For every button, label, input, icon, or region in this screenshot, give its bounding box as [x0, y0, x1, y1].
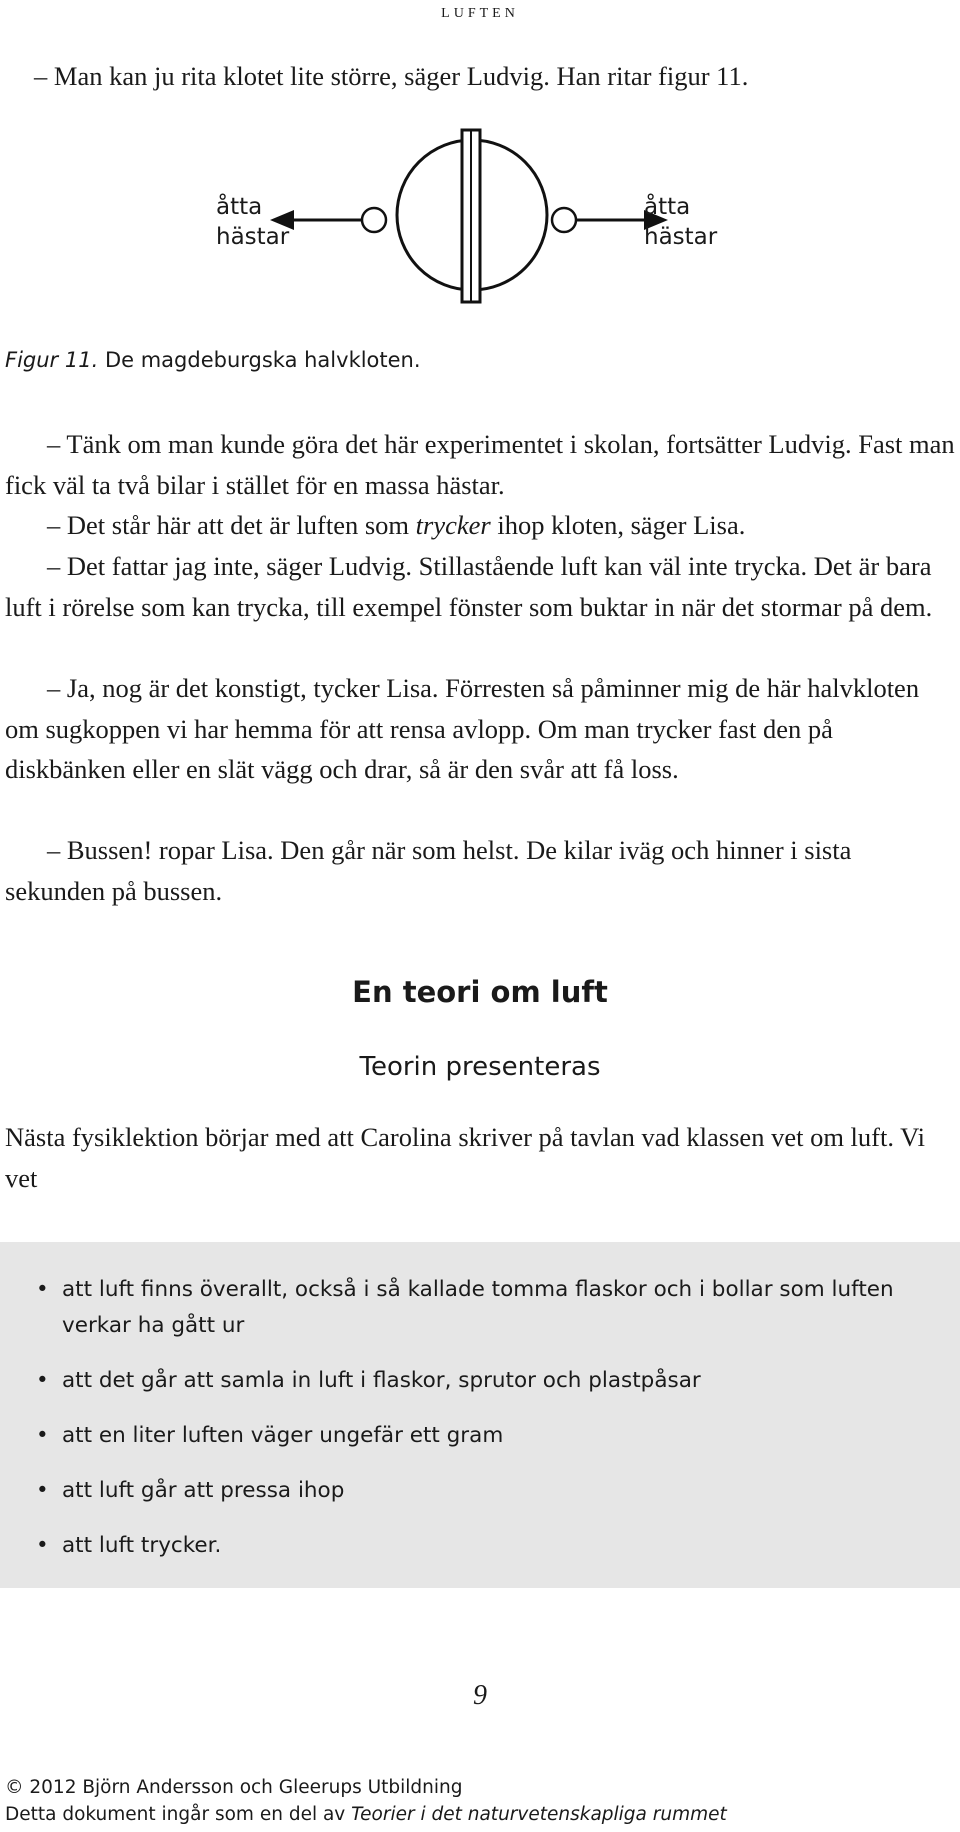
list-item-text: att luft går att pressa ihop	[62, 1478, 345, 1503]
footer-book-title: Teorier i det naturvetenskapliga rummet	[351, 1804, 727, 1825]
bullet-icon: •	[36, 1478, 49, 1503]
knowledge-list	[36, 1272, 936, 1583]
list-item-text: att det går att samla in luft i flaskor, sprutor och plastpåsar	[62, 1368, 701, 1393]
left-label-line1: åtta	[216, 194, 263, 220]
dialogue-paragraph-1: – Tänk om man kunde göra det här experimentet i skolan, fortsätter Ludvig. Fast man fick väl ta två bilar i stället för en massa hästar.	[5, 429, 955, 500]
dialogue-paragraph-3: – Det fattar jag inte, säger Ludvig. Stillastående luft kan väl inte trycka. Det är bara luft i rörelse som kan trycka, till exempel fönster som buktar in när det stormar på dem.	[5, 551, 933, 622]
section-heading: En teori om luft	[352, 975, 608, 1009]
p2-before: – Det står här att det är luften som	[47, 510, 416, 540]
list-item-text: att en liter luften väger ungefär ett gram	[62, 1423, 504, 1448]
list-item-text: att luft finns överallt, också i så kallade tomma flaskor och i bollar som luften verkar ha gått ur	[62, 1277, 894, 1338]
right-ring	[552, 208, 576, 232]
caption-text: De magdeburgska halvkloten.	[98, 348, 421, 372]
caption-prefix: Figur 11.	[5, 348, 99, 372]
list-item	[36, 1418, 936, 1454]
left-force-label	[216, 192, 289, 252]
footer-line2-prefix: Detta dokument ingår som en del av	[5, 1804, 352, 1825]
running-head: luften	[441, 0, 519, 22]
dialogue-paragraph-4: – Ja, nog är det konstigt, tycker Lisa. Förresten så påminner mig de här halvkloten om sugkoppen vi har hemma för att rensa avlopp. Om man trycker fast den på diskbänken eller en slät vägg och drar, så är den svår att få loss.	[5, 673, 920, 784]
bullet-icon: •	[36, 1277, 49, 1302]
bullet-icon: •	[36, 1423, 49, 1448]
right-label-line2: hästar	[644, 224, 718, 250]
footer-line2	[5, 1801, 727, 1828]
list-item	[36, 1473, 936, 1509]
page-number: 9	[473, 1680, 487, 1711]
right-force-label	[644, 192, 717, 252]
dialogue-paragraph-2	[5, 505, 957, 546]
right-label-line1: åtta	[644, 194, 691, 220]
figure-caption	[5, 348, 421, 372]
left-ring	[362, 208, 386, 232]
footer	[5, 1774, 727, 1828]
p2-emphasis: trycker	[415, 510, 491, 540]
list-item	[36, 1363, 936, 1399]
bullet-icon: •	[36, 1368, 49, 1393]
list-item-text: att luft trycker.	[62, 1533, 222, 1558]
left-label-line2: hästar	[216, 224, 290, 250]
magdeburg-hemispheres-figure	[200, 120, 760, 320]
list-item	[36, 1528, 936, 1564]
footer-copyright: © 2012 Björn Andersson och Gleerups Utbildning	[5, 1777, 463, 1798]
list-item	[36, 1272, 936, 1344]
bullet-icon: •	[36, 1533, 49, 1558]
knowledge-box	[0, 1242, 960, 1588]
section-paragraph: Nästa fysiklektion börjar med att Carolina skriver på tavlan vad klassen vet om luft. Vi vet	[5, 1122, 926, 1193]
subsection-heading: Teorin presenteras	[359, 1052, 601, 1082]
dialogue-paragraph-5: – Bussen! ropar Lisa. Den går när som helst. De kilar iväg och hinner i sista sekunden på bussen.	[5, 835, 852, 906]
intro-paragraph: – Man kan ju rita klotet lite större, säger Ludvig. Han ritar figur 11.	[34, 61, 749, 91]
p2-after: ihop kloten, säger Lisa.	[490, 510, 746, 540]
